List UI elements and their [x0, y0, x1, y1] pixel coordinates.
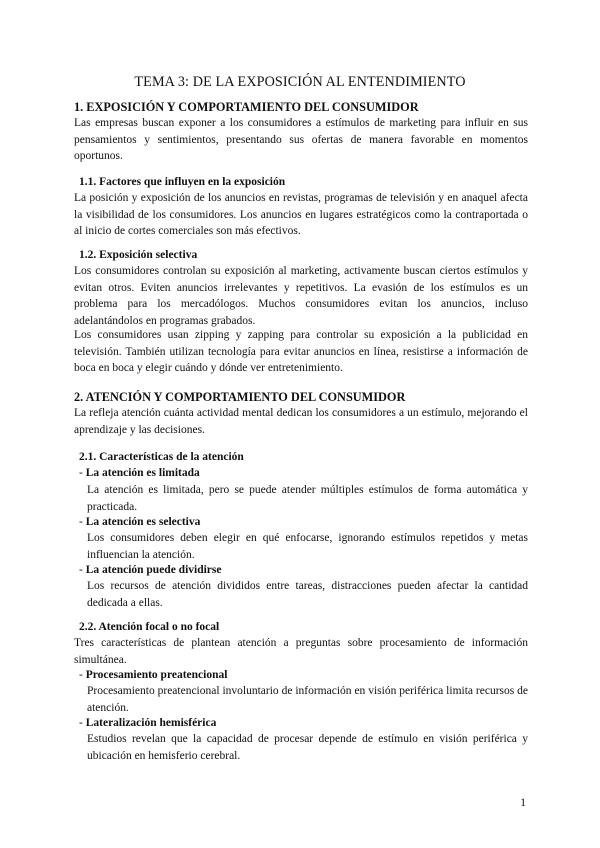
- bullet-title: La atención es selectiva: [85, 516, 201, 528]
- section-1-intro: Las empresas buscan exponer a los consumidores a estímulos de marketing para influir en sus pensamientos y sentimientos, presentando sus ofertas de manera favorable en momentos oportunos.: [74, 117, 528, 163]
- bullet-title: Lateralización hemisférica: [85, 717, 217, 729]
- subsection-2-2-intro: Tres características de plantean atención a preguntas sobre procesamiento de información simultánea.: [74, 637, 528, 666]
- bullet-attention-selective-text: Los consumidores deben elegir en qué enfocarse, ignorando estímulos repetidos y metas influencian la atención.: [87, 532, 528, 561]
- bullet-hemispheric: [79, 715, 216, 731]
- bullet-hemispheric-text: Estudios revelan que la capacidad de procesar depende de estímulo en visión periférica y ubicación en hemisferio cerebral.: [87, 733, 528, 762]
- section-2-heading: 2. ATENCIÓN Y COMPORTAMIENTO DEL CONSUMIDOR: [74, 390, 406, 404]
- bullet-title: La atención es limitada: [85, 467, 200, 479]
- bullet-title: Procesamiento preatencional: [85, 669, 228, 681]
- page-number: 1: [520, 797, 526, 809]
- bullet-title: La atención puede dividirse: [85, 564, 222, 576]
- subsection-1-1-heading: 1.1. Factores que influyen en la exposición: [79, 176, 286, 188]
- bullet-attention-divided: [79, 562, 222, 578]
- bullet-attention-limited: [79, 465, 200, 481]
- subsection-1-2-text-1: Los consumidores controlan su exposición al marketing, activamente buscan ciertos estímulos y evitan otros. Eviten anuncios irrelevantes y repetitivos. La evasión de los estímulos es un problema para los mercadólogos. Muchos consumidores evitan los anuncios, incluso adelantándolos en programas grabados.: [74, 265, 528, 327]
- bullet-dash: -: [79, 564, 83, 576]
- subsection-1-2-text-2: Los consumidores usan zipping y zapping para controlar su exposición a la publicidad en televisión. También utilizan tecnología para evitar anuncios en línea, resistirse a información de boca en boca y elegir cuándo y dónde ver entretenimiento.: [74, 329, 528, 375]
- section-2-intro: La refleja atención cuánta actividad mental dedican los consumidores a un estímulo, mejorando el aprendizaje y las decisiones.: [74, 407, 528, 436]
- bullet-dash: -: [79, 516, 83, 528]
- subsection-2-1-heading: 2.1. Características de la atención: [79, 451, 244, 463]
- bullet-attention-limited-text: La atención es limitada, pero se puede atender múltiples estímulos de forma automática y practicada.: [87, 484, 528, 513]
- bullet-dash: -: [79, 467, 83, 479]
- bullet-dash: -: [79, 669, 83, 681]
- bullet-preattentive: [79, 667, 227, 683]
- bullet-attention-divided-text: Los recursos de atención divididos entre tareas, distracciones pueden afectar la cantidad dedicada a ellas.: [87, 580, 528, 609]
- subsection-1-1-text: La posición y exposición de los anuncios en revistas, programas de televisión y en anaquel afecta la visibilidad de los consumidores. Los anuncios en lugares estratégicos como la contraportada o al inicio de cortes comerciales son más efectivos.: [74, 192, 528, 238]
- subsection-2-2-heading: 2.2. Atención focal o no focal: [79, 621, 220, 633]
- document-title: TEMA 3: DE LA EXPOSICIÓN AL ENTENDIMIENTO: [134, 74, 466, 90]
- subsection-1-2-heading: 1.2. Exposición selectiva: [79, 249, 198, 261]
- section-1-heading: 1. EXPOSICIÓN Y COMPORTAMIENTO DEL CONSUMIDOR: [74, 100, 419, 114]
- bullet-attention-selective: [79, 514, 200, 530]
- bullet-preattentive-text: Procesamiento preatencional involuntario de información en visión periférica limita recursos de atención.: [87, 685, 528, 714]
- bullet-dash: -: [79, 717, 83, 729]
